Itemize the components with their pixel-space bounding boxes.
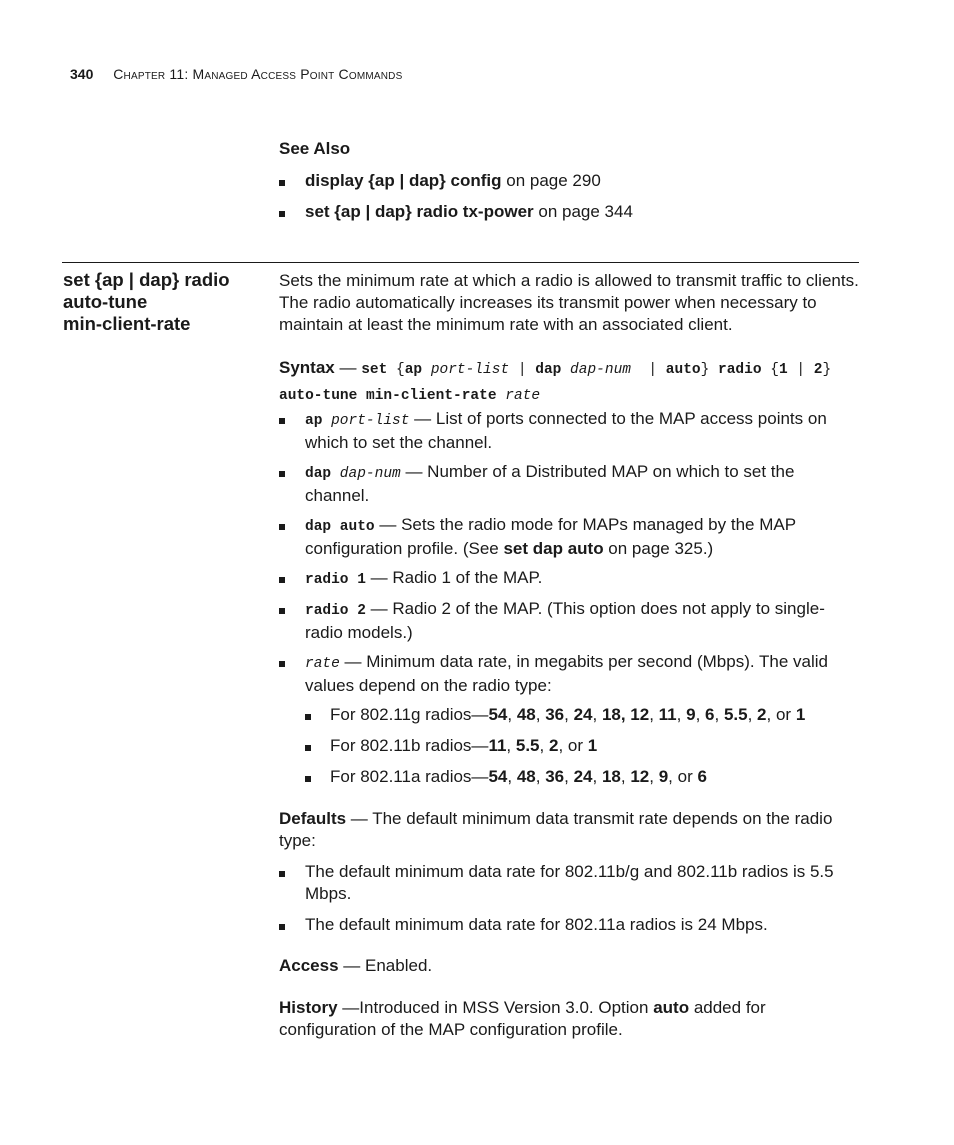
syntax-token: | [509,362,536,378]
history-text: —Introduced in MSS Version 3.0. Option [337,998,654,1017]
rate-value: 54 [488,767,508,786]
param-desc: — Minimum data rate, in megabits per second (Mbps). The valid values depend on the radio type: [305,652,828,695]
param-item [279,598,859,644]
rate-value: 11 [488,736,507,755]
syntax-token: | [630,362,666,378]
title-line: min-client-rate [63,313,191,334]
history-text: added for configuration of the MAP configuration profile. [279,998,766,1039]
param-item [279,461,859,507]
rate-value: 36 [545,705,565,724]
rate-item: For 802.11b radios—11, 5.5, 2, or 1 [305,735,860,757]
syntax-label: Syntax [279,358,335,377]
syntax-token: port-list [422,362,510,378]
rate-value: 12 [630,767,650,786]
syntax-token: 2 [813,362,823,378]
history-label: History [279,998,338,1017]
see-also-item [279,201,859,223]
access-text: — Enabled. [338,956,433,975]
rate-value: 5.5 [723,705,748,724]
page-number: 340 [70,66,94,82]
title-line: set {ap | dap} radio [63,269,230,290]
param-desc: — Radio 1 of the MAP. [365,568,543,587]
syntax-token: set [361,362,388,378]
param-item [279,514,859,560]
see-also-link[interactable]: display {ap | dap} config [305,171,502,190]
param-arg: dap-num [331,466,401,482]
param-keyword: radio 2 [305,603,366,619]
rate-value: 1 [795,705,806,724]
syntax-token: { [387,362,405,378]
rate-value: 1 [587,736,598,755]
default-item: The default minimum data rate for 802.11a radios is 24 Mbps. [279,914,859,936]
see-also-item [279,170,859,192]
defaults-label: Defaults [279,809,347,828]
syntax-token: radio [718,362,762,378]
syntax-block [279,356,859,408]
syntax-token: 1 [778,362,788,378]
rate-value: 36 [545,767,565,786]
param-item [279,408,859,454]
rate-value: 6 [697,767,707,786]
running-header [70,66,402,82]
page-ref: on page 344 [533,202,633,221]
dash: — [334,358,362,377]
rate-value: 48 [516,705,536,724]
rate-value: 24 [573,705,593,724]
syntax-token: ap [404,362,423,378]
or-word: or [677,767,693,786]
chapter-title: Chapter 11: Managed Access Point Commands [113,66,403,82]
see-also-heading: See Also [279,139,351,158]
param-arg: port-list [322,413,410,429]
param-item [279,651,859,697]
syntax-token: { [761,362,779,378]
rate-item: For 802.11g radios—54, 48, 36, 24, 18, 12, 11, 9, 6, 5.5, 2, or 1 [305,704,860,726]
syntax-token: auto [665,362,701,378]
param-keyword: dap [305,466,332,482]
syntax-token: dap [535,362,562,378]
rate-value: 18 [601,767,621,786]
rate-label: For 802.11a radios— [330,767,489,786]
syntax-token: rate [496,388,541,404]
see-also-link[interactable]: set {ap | dap} radio tx-power [305,202,534,221]
param-arg: rate [305,656,340,672]
syntax-token: auto-tune min-client-rate [279,388,497,404]
syntax-token: dap-num [561,362,631,378]
defaults-paragraph [279,808,859,852]
defaults-text: — The default minimum data transmit rate depends on the radio type: [279,809,833,850]
section-description: Sets the minimum rate at which a radio is allowed to transmit traffic to clients. The radio automatically increases its transmit power when necessary to maintain at least the minimum rate with an associated client. [279,271,859,334]
syntax-token: } [700,362,719,378]
param-desc: — Number of a Distributed MAP on which to set the channel. [305,462,795,505]
rate-value: 48 [516,767,536,786]
rate-value: 2 [757,705,767,724]
param-keyword: radio 1 [305,572,366,588]
rate-value: 9 [658,767,669,786]
history-keyword: auto [653,998,690,1017]
cross-ref-link[interactable]: set dap auto [503,539,604,558]
rate-label: For 802.11g radios— [330,705,489,724]
rate-label: For 802.11b radios— [330,736,489,755]
default-item: The default minimum data rate for 802.11b/g and 802.11b radios is 5.5 Mbps. [279,861,859,905]
page-ref: on page 290 [501,171,601,190]
rate-value: 9 [686,705,696,724]
param-keyword: dap auto [305,519,375,535]
rate-value: 11 [658,705,677,724]
section-title [63,269,263,335]
rate-value: 54 [488,705,508,724]
title-line: auto-tune [63,291,148,312]
access-label: Access [279,956,339,975]
rate-value: 5.5 [515,736,540,755]
section-divider [62,262,859,263]
rate-value: 2 [548,736,559,755]
syntax-token: } [822,362,832,378]
history-paragraph [279,997,859,1041]
param-desc: — List of ports connected to the MAP access points on which to set the channel. [305,409,827,452]
rate-value: 6 [705,705,715,724]
rate-item: For 802.11a radios—54, 48, 36, 24, 18, 12, 9, or 6 [305,766,860,788]
param-item [279,567,859,591]
param-desc: — Sets the radio mode for MAPs managed by the MAP configuration profile. (See [305,515,796,558]
rate-value: 18, 12 [601,705,650,724]
access-paragraph [279,955,859,977]
param-desc: on page 325.) [603,539,714,558]
param-keyword: ap [305,413,323,429]
param-desc: — Radio 2 of the MAP. (This option does not apply to single-radio models.) [305,599,825,642]
or-word: or [567,736,584,755]
rate-value: 24 [573,767,593,786]
or-word: or [775,705,792,724]
syntax-token: | [787,362,814,378]
